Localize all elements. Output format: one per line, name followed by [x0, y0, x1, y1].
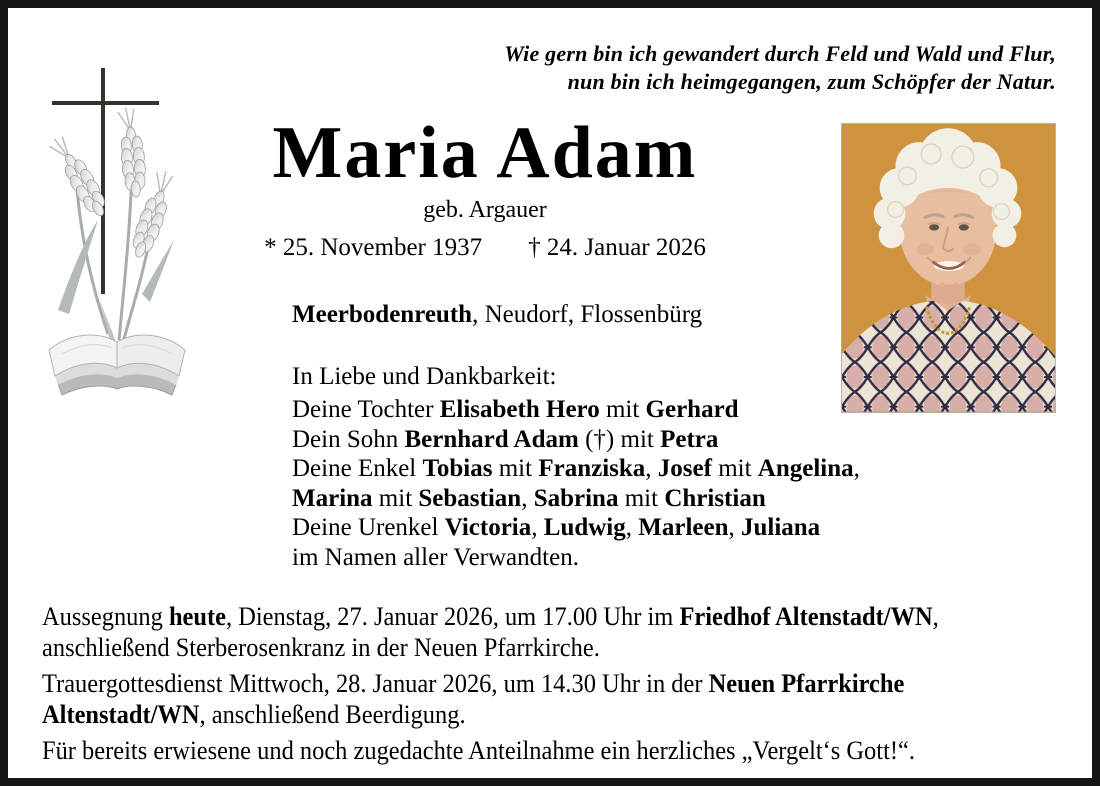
tribute-line: Deine Enkel Tobias mit Franziska, Josef mit Angelina, — [292, 455, 860, 482]
tribute-line: Deine Tochter Elisabeth Hero mit Gerhard — [292, 396, 739, 423]
birth-date: * 25. November 1937 — [264, 234, 483, 261]
portrait-photo — [841, 123, 1056, 413]
life-dates — [250, 234, 720, 262]
quote-line-1: Wie gern bin ich gewandert durch Feld und Wald und Flur, — [504, 41, 1056, 66]
tribute-line: Dein Sohn Bernhard Adam (†) mit Petra — [292, 425, 719, 453]
deceased-name: Maria Adam — [272, 112, 698, 194]
portrait-image — [842, 124, 1055, 412]
bible-icon — [49, 335, 185, 395]
announcement-line: Trauergottesdienst Mittwoch, 28. Januar 2026, um 14.30 Uhr in der Neuen Pfarrkirche — [42, 669, 905, 698]
header-block — [250, 112, 720, 262]
wheat-icon — [47, 106, 179, 347]
tribute-line: Marina mit Sebastian, Sabrina mit Christian — [292, 484, 766, 512]
announcement-line: Altenstadt/WN, anschließend Beerdigung. — [42, 700, 466, 729]
announcements-block — [42, 601, 1072, 766]
quote-line-2: nun bin ich heimgegangen, zum Schöpfer der Natur. — [567, 69, 1056, 94]
tribute-list — [292, 395, 860, 572]
tribute-line: im Namen aller Verwandten. — [292, 543, 579, 571]
tribute-intro: In Liebe und Dankbarkeit: — [292, 363, 557, 390]
announcement-line: Aussegnung heute, Dienstag, 27. Januar 2026, um 17.00 Uhr im Friedhof Altenstadt/WN, — [42, 602, 939, 631]
announcement-line: anschließend Sterberosenkranz in der Neuen Pfarrkirche. — [42, 633, 600, 662]
death-date: † 24. Januar 2026 — [528, 234, 706, 261]
tribute-line: Deine Urenkel Victoria, Ludwig, Marleen, Juliana — [292, 514, 821, 541]
maiden-name: geb. Argauer — [423, 197, 547, 223]
cross-wheat-bible-icon — [22, 42, 247, 402]
residence-line: Meerbodenreuth, Neudorf, Flossenbürg — [292, 301, 703, 328]
memorial-quote — [504, 40, 1056, 96]
announcement-line: Für bereits erwiesene und noch zugedachte Anteilnahme ein herzliches „Vergelt‘s Gott!“. — [42, 736, 915, 765]
memorial-art — [22, 42, 247, 402]
